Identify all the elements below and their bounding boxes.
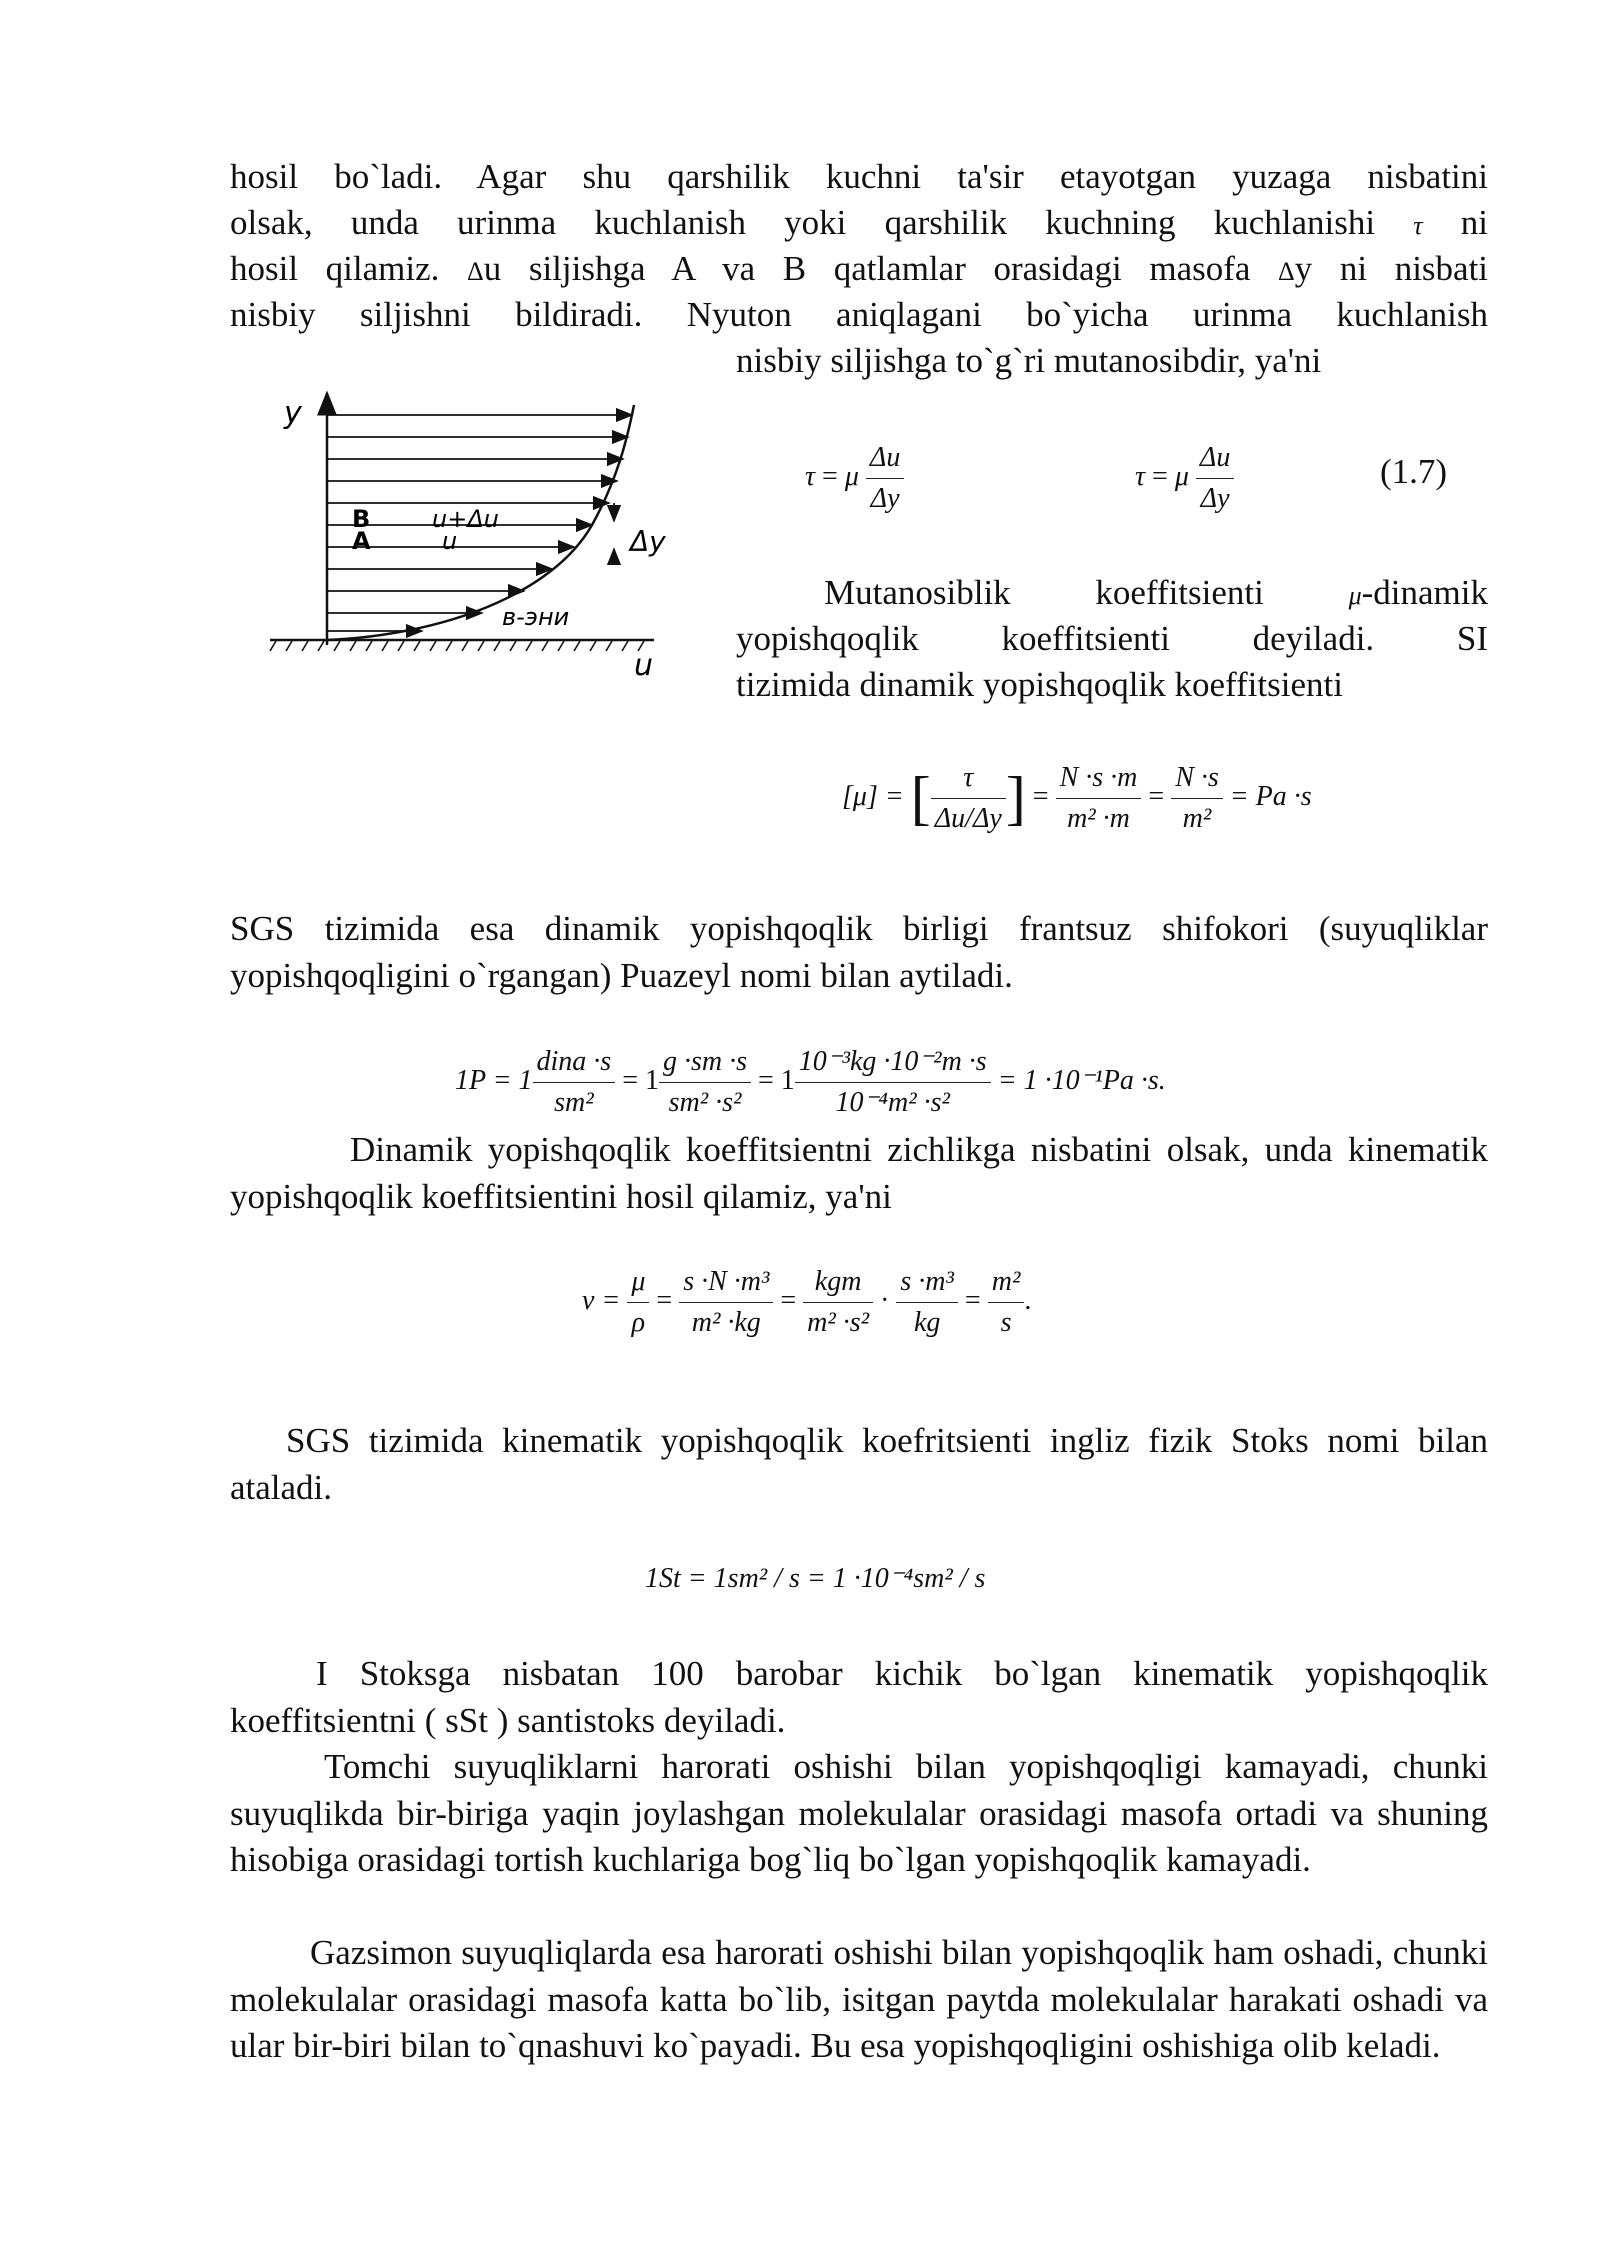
eq-kin-f3-den: m² ·s²	[807, 1307, 870, 1338]
eq-si-rhs: = Pa ·s	[1229, 780, 1312, 812]
equation-tau-2: τ = μ $\frac{\Delta u}{\Delta y}$	[1135, 438, 1234, 519]
para2-line2: yopishqoqlik koeffitsienti deyiladi. SI	[736, 619, 1488, 658]
eq-kin-f4-den: kg	[913, 1307, 941, 1338]
para4: Dinamik yopishqoqlik koeffitsientni zichlikga nisbatini olsak, unda kinematik yopishqoqlik koeffitsientini hosil qilamiz, ya'ni	[230, 1130, 1488, 1216]
eq-kin-eq1: =	[656, 1284, 673, 1316]
eq-poise-f1-num: dina ·s	[533, 1042, 616, 1083]
eq-kin-eq3: =	[964, 1284, 981, 1316]
para1-line5: nisbiy siljishga to`g`ri mutanosibdir, ya'ni	[736, 341, 1322, 380]
eq-tau: τ	[1135, 460, 1146, 492]
equation-kinematic	[582, 1262, 1031, 1343]
figure-label-u: u	[634, 648, 654, 683]
eq-kin-dot: ·	[880, 1284, 890, 1316]
eq-si-f2-num: N ·s ·m	[1056, 758, 1142, 799]
eq-kin-lhs: ν =	[582, 1284, 621, 1316]
figure-label-y: y	[284, 396, 302, 431]
eq-kin-f4-num: s ·m³	[896, 1262, 958, 1303]
eq-si-f1-num: τ	[931, 758, 1006, 799]
eq-poise-f1-den: sm²	[554, 1087, 594, 1118]
para2-line1-a: Mutanosiblik	[824, 573, 1011, 612]
equation-tau-1: τ = μ $\frac{\Delta u}{\Delta y}$	[805, 438, 904, 519]
para1-line2-text: olsak, unda urinma kuchlanish yoki qarshilik kuchning kuchlanishi	[230, 203, 1376, 242]
eq-num-du: Δu	[1196, 438, 1234, 479]
para6: I Stoksga nisbatan 100 barobar kichik bo`lgan kinematik yopishqoqlik koeffitsientni ( sSt ) santistoks deyiladi.	[230, 1654, 1488, 1740]
eq-kin-f1-num: μ	[627, 1262, 649, 1303]
eq-kin-f5-den: s	[1000, 1307, 1012, 1338]
eq-tau: τ	[805, 460, 816, 492]
mu-symbol: μ	[1348, 581, 1362, 610]
figure-label-b-velocity: u+Δu	[432, 505, 499, 533]
eq-poise-rhs: = 1 ·10⁻¹Pa ·s.	[997, 1064, 1166, 1096]
eq-kin-f2-den: m² ·kg	[691, 1307, 761, 1338]
delta-symbol-u: Δ	[467, 257, 484, 286]
para1-line1: hosil bo`ladi. Agar shu qarshilik kuchni ta'sir etayotgan yuzaga nisbatini	[230, 157, 1488, 196]
para1-line2	[230, 200, 1488, 250]
eq-kin-f3-num: kgm	[803, 1262, 873, 1303]
eq-poise-f2-den: sm² ·s²	[668, 1087, 742, 1118]
para1-line4: nisbiy siljishni bildiradi. Nyuton aniqlagani bo`yicha urinma kuchlanish	[230, 295, 1488, 334]
eq-si-f2-den: m² ·m	[1067, 803, 1130, 834]
eq-si-f1-den: Δu/Δy	[934, 803, 1002, 834]
eq-mu: μ	[844, 460, 859, 492]
delta-symbol-y: Δ	[1278, 257, 1295, 286]
eq-poise-mid1: = 1	[622, 1064, 659, 1096]
para1-line3-b: u siljishga A va B qatlamlar orasidagi masofa	[483, 249, 1251, 288]
eq-kin-f1-den: ρ	[631, 1307, 646, 1338]
eq-kin-f5-num: m²	[988, 1262, 1025, 1303]
equation-stokes: 1St = 1sm² / s = 1 ·10⁻⁴sm² / s	[645, 1563, 986, 1594]
eq-poise-f2-num: g ·sm ·s	[659, 1042, 751, 1083]
para8: Gazsimon suyuqliqlarda esa harorati oshishi bilan yopishqoqlik ham oshadi, chunki molekulalar orasidagi masofa katta bo`lib, isitgan paytda molekulalar harakati oshadi va ular bir-biri bilan to`qnashuvi ko`payadi. Bu esa yopishqoqligini oshishiga olib keladi.	[230, 1933, 1488, 2065]
eq-poise-f3-den: 10⁻⁴m² ·s²	[835, 1087, 950, 1118]
para5: SGS tizimida kinematik yopishqoqlik koefritsienti ingliz fizik Stoks nomi bilan ataladi.	[230, 1421, 1488, 1507]
tau-symbol: τ	[1413, 211, 1423, 240]
para1-line3	[230, 246, 1488, 296]
eq-num-du: Δu	[866, 438, 904, 479]
eq-si-f3-num: N ·s	[1171, 758, 1223, 799]
eq-poise-lhs: 1P = 1	[455, 1064, 533, 1096]
eq-poise-mid2: = 1	[758, 1064, 795, 1096]
figure-label-a: A	[352, 527, 371, 555]
equation-si-units: [μ] = [ $\frac{\tau}{\Delta u/\Delta y}$ ] = $\frac{N \cdot s \cdot m}{\text{m² ·m}}$ = $\frac{N \cdot s}{\text{m²}}$ = Pa ·s	[842, 758, 1312, 839]
equation-number: (1.7)	[1380, 452, 1448, 491]
eq-kin-end: .	[1024, 1284, 1032, 1316]
para2-line3: tizimida dinamik yopishqoqlik koeffitsienti	[736, 665, 1343, 704]
eq-kin-f2-num: s ·N ·m³	[679, 1262, 773, 1303]
figure-label-b: B	[352, 505, 371, 533]
eq-den-dy: Δy	[1200, 483, 1230, 514]
para2-line1-b: koeffitsienti	[1095, 573, 1264, 612]
figure-label-curve: в-эни	[502, 603, 570, 631]
eq-si-lhs: [μ] =	[842, 780, 904, 812]
para3: SGS tizimida esa dinamik yopishqoqlik birligi frantsuz shifokori (suyuqliklar yopishqoqligini o`rgangan) Puazeyl nomi bilan aytiladi.	[230, 909, 1488, 995]
velocity-profile-figure	[262, 385, 682, 685]
eq-si-f3-den: m²	[1182, 803, 1212, 834]
figure-label-a-velocity: u	[442, 527, 458, 555]
para1-line3-a: hosil qilamiz.	[230, 249, 440, 288]
figure-label-delta-y: Δy	[630, 525, 666, 558]
eq-mu: μ	[1174, 460, 1189, 492]
para2-line1	[736, 570, 1488, 620]
para1-line3-c: y ni nisbati	[1294, 249, 1489, 288]
equation-poise	[455, 1042, 1166, 1123]
para2-line1-c: -dinamik	[1361, 573, 1488, 612]
eq-kin-eq2: =	[780, 1284, 797, 1316]
eq-poise-f3-num: 10⁻³kg ·10⁻²m ·s	[795, 1042, 991, 1083]
eq-den-dy: Δy	[870, 483, 900, 514]
para1-line2-end: ni	[1460, 203, 1488, 242]
para7: Tomchi suyuqliklarni harorati oshishi bilan yopishqoqligi kamayadi, chunki suyuqlikda bir-biriga yaqin joylashgan molekulalar orasidagi masofa ortadi va shuning hisobiga orasidagi tortish kuchlariga bog`liq bo`lgan yopishqoqlik kamayadi.	[230, 1747, 1488, 1879]
